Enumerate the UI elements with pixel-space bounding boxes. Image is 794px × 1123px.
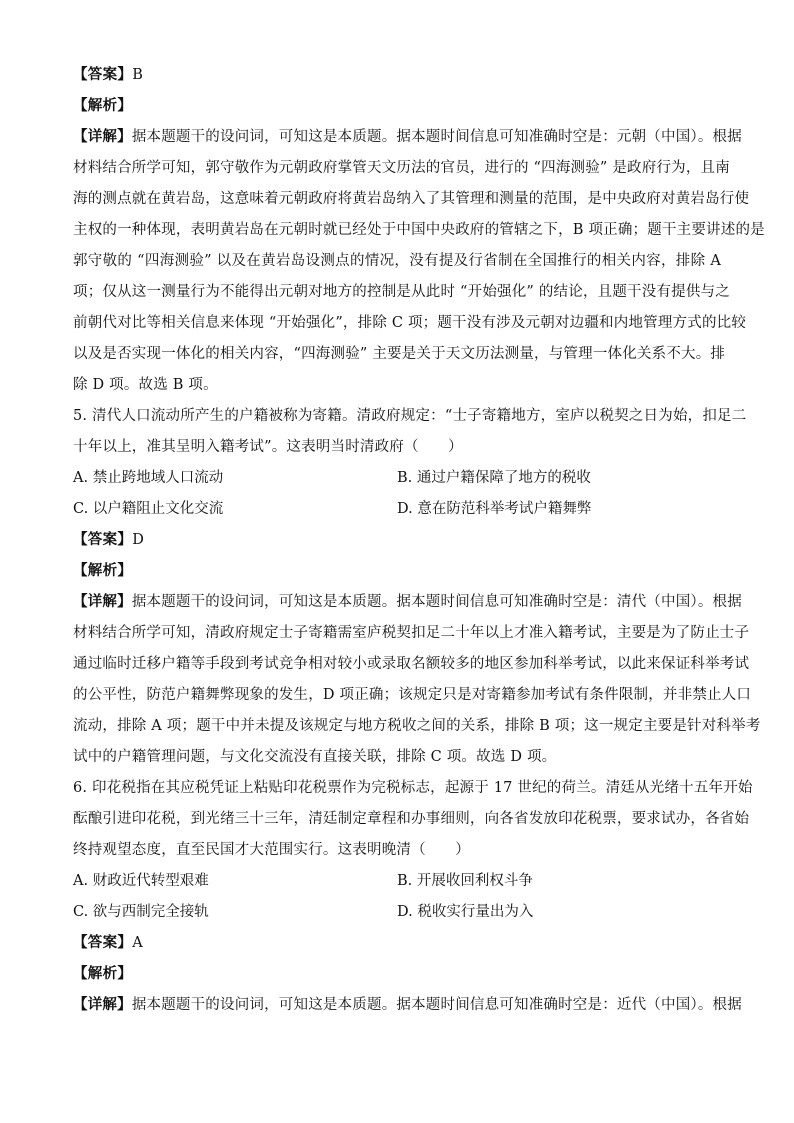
detail-tag: 【详解】: [73, 997, 132, 1013]
paragraph-line: 除 D 项。故选 B 项。: [73, 377, 218, 393]
option-c: C. 欲与西制完全接轨: [73, 904, 209, 920]
paragraph-line: 前朝代对比等相关信息来体现 “开始强化”，排除 C 项；题干没有涉及元朝对边疆和内地管理方式的比较: [73, 315, 747, 331]
question-stem: 终持观望态度，直至民国才大范围实行。这表明晚清（ ）: [73, 842, 470, 858]
paragraph-line: 流动，排除 A 项；题干中并未提及该规定与地方税收之间的关系，排除 B 项；这一规定主要是针对科举考: [73, 718, 761, 734]
answer-tag: 【答案】: [73, 532, 133, 548]
detail-line: [73, 126, 742, 157]
analysis-tag: 【解析】: [73, 563, 133, 579]
question-stem: 5. 清代人口流动所产生的户籍被称为寄籍。清政府规定：“士子寄籍地方，室庐以税契之日为始，扣足二: [73, 408, 747, 424]
options-row: [73, 901, 721, 932]
analysis-tag: 【解析】: [73, 98, 133, 114]
paragraph-line: 通过临时迁移户籍等手段到考试竞争相对较小或录取名额较多的地区参加科举考试，以此来保证科举考试: [73, 656, 750, 672]
analysis-tag: 【解析】: [73, 966, 133, 982]
paragraph-line: 海的测点就在黄岩岛，这意味着元朝政府将黄岩岛纳入了其管理和测量的范围，是中央政府对黄岩岛行使: [73, 191, 750, 207]
paragraph-line: 据本题题干的设问词，可知这是本质题。据本题时间信息可知准确时空是：清代（中国）。根据: [131, 594, 742, 610]
question-stem: 十年以上，准其呈明入籍考试”。这表明当时清政府（ ）: [73, 439, 463, 455]
paragraph-line: 郭守敬的 “四海测验” 以及在黄岩岛设测点的情况，没有提及行省制在全国推行的相关内容，排除 A: [73, 253, 721, 269]
answer-value: D: [132, 532, 145, 548]
answer-line: [73, 64, 721, 95]
options-row: [73, 467, 721, 498]
paragraph-line: 以及是否实现一体化的相关内容，“四海测验” 主要是关于天文历法测量，与管理一体化关系不大。排: [73, 346, 726, 362]
detail-tag: 【详解】: [73, 129, 132, 145]
option-d: D. 税收实行量出为入: [397, 904, 534, 920]
analysis-heading: [73, 95, 721, 126]
answer-tag: 【答案】: [73, 935, 133, 951]
answer-tag: 【答案】: [73, 67, 133, 83]
paragraph-line: 材料结合所学可知，郭守敬作为元朝政府掌管天文历法的官员，进行的 “四海测验” 是政府行为，且南: [73, 160, 730, 176]
answer-value: B: [132, 67, 144, 83]
analysis-heading: [73, 560, 721, 591]
detail-tag: 【详解】: [73, 594, 132, 610]
question-stem: 6. 印花税指在其应税凭证上粘贴印花税票作为完税标志，起源于 17 世纪的荷兰。清廷从光绪十五年开始: [73, 780, 753, 796]
option-b: B. 通过户籍保障了地方的税收: [397, 470, 591, 486]
answer-line: [73, 932, 721, 963]
paragraph-line: 的公平性，防范户籍舞弊现象的发生，D 项正确；该规定只是对寄籍参加考试有条件限制，并非禁止人口: [73, 687, 752, 703]
options-row: [73, 870, 721, 901]
paragraph-line: 主权的一种体现，表明黄岩岛在元朝时就已经处于中国中央政府的管辖之下，B 项正确；题干主要讲述的是: [73, 222, 765, 238]
paragraph-line: 材料结合所学可知，清政府规定士子寄籍需室庐税契扣足二十年以上才准入籍考试，主要是为了防止士子: [73, 625, 750, 641]
detail-line: [73, 591, 742, 622]
option-a: A. 财政近代转型艰难: [73, 873, 209, 889]
analysis-heading: [73, 963, 721, 994]
option-d: D. 意在防范科举考试户籍舞弊: [397, 501, 592, 517]
answer-value: A: [132, 935, 143, 951]
document-page: [73, 64, 765, 1025]
paragraph-line: 项；仅从这一测量行为不能得出元朝对地方的控制是从此时 “开始强化” 的结论，且题干没有提供与之: [73, 284, 730, 300]
option-a: A. 禁止跨地域人口流动: [73, 470, 224, 486]
paragraph-line: 试中的户籍管理问题，与文化交流没有直接关联，排除 C 项。故选 D 项。: [73, 749, 557, 765]
detail-line: [73, 994, 742, 1025]
option-c: C. 以户籍阻止文化交流: [73, 501, 224, 517]
paragraph-line: 据本题题干的设问词，可知这是本质题。据本题时间信息可知准确时空是：近代（中国）。根据: [131, 997, 742, 1013]
question-stem: 酝酿引进印花税，到光绪三十三年，清廷制定章程和办事细则，向各省发放印花税票，要求试办，各省始: [73, 811, 750, 827]
options-row: [73, 498, 721, 529]
paragraph-line: 据本题题干的设问词，可知这是本质题。据本题时间信息可知准确时空是：元朝（中国）。根据: [131, 129, 742, 145]
answer-line: [73, 529, 721, 560]
option-b: B. 开展收回利权斗争: [397, 873, 533, 889]
